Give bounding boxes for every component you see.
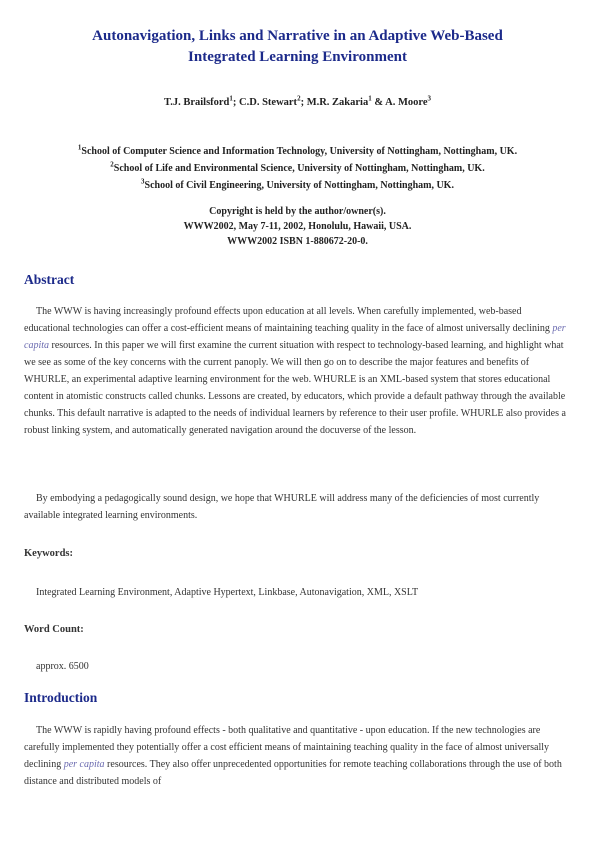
author-separator: ; bbox=[232, 97, 240, 108]
author-2-sup: 2 bbox=[297, 94, 301, 103]
title-line-2: Integrated Learning Environment bbox=[188, 49, 407, 65]
affiliation-1 bbox=[0, 143, 595, 160]
author-1: T.J. Brailsford bbox=[163, 97, 230, 108]
author-1-sup: 1 bbox=[229, 94, 233, 103]
keywords-label: Keywords: bbox=[24, 548, 73, 559]
intro-p1-italic: per capita bbox=[63, 759, 105, 770]
abstract-heading: Abstract bbox=[24, 272, 75, 287]
affiliation-1-text: School of Computer Science and Information Technology, University of Nottingham, Nottingham, UK. bbox=[81, 146, 518, 157]
affiliation-2-text: School of Life and Environmental Science, University of Nottingham, Nottingham, UK. bbox=[113, 163, 485, 174]
affiliation-2-sup: 2 bbox=[110, 160, 114, 169]
abstract-p1-text-b: resources. In this paper we will first examine the current situation with respect to technology-based learning, and highlight what we see as some of the key concerns with the current panoply. We will then go on to describe the major features and benefits of WHURLE, an experimental adaptive learning environment for the web. WHURLE is an XML-based system that stores educational content in atomistic constructs called chunks. Lessons are created, by educators, which provide a default pathway through the available chunks. This default narrative is adapted to the needs of individual learners by reference to their user profile. WHURLE also provides a robust linking system, and automatically generated navigation around the docuverse of the lesson. bbox=[24, 340, 566, 436]
abstract-paragraph-1 bbox=[24, 303, 570, 439]
intro-p1-text-b: resources. They also offer unprecedented opportunities for remote teaching collaborations through the use of both distance and distributed models of bbox=[24, 759, 562, 787]
word-count-label: Word Count: bbox=[24, 624, 84, 635]
title-line-1: Autonavigation, Links and Narrative in an Adaptive Web-Based bbox=[92, 28, 503, 44]
copyright-line-1: Copyright is held by the author/owner(s). bbox=[209, 206, 386, 217]
copyright-line-2: WWW2002, May 7-11, 2002, Honolulu, Hawaii, USA. bbox=[183, 221, 412, 232]
paper-title bbox=[0, 26, 595, 68]
affiliation-3-text: School of Civil Engineering, University of Nottingham, Nottingham, UK. bbox=[144, 180, 454, 191]
affiliation-3 bbox=[0, 177, 595, 194]
intro-p1-text-a: The WWW is rapidly having profound effects - both qualitative and quantitative - upon education. If the new technologies are carefully implemented they potentially offer a cost efficient means of maintaining teaching quality in the face of almost universally declining bbox=[24, 725, 550, 770]
affiliation-3-sup: 3 bbox=[141, 177, 145, 186]
author-3: M.R. Zakaria bbox=[306, 97, 369, 108]
abstract-paragraph-2: By embodying a pedagogically sound design, we hope that WHURLE will address many of the deficiencies of most currently available integrated learning environments. bbox=[24, 493, 540, 521]
author-separator: & bbox=[371, 97, 386, 108]
affiliation-2 bbox=[0, 160, 595, 177]
keywords-text: Integrated Learning Environment, Adaptive Hypertext, Linkbase, Autonavigation, XML, XSLT bbox=[36, 587, 419, 598]
introduction-paragraph-1 bbox=[24, 722, 570, 790]
author-4: A. Moore bbox=[385, 97, 428, 108]
word-count-text: approx. 6500 bbox=[36, 661, 89, 672]
copyright-notice bbox=[0, 204, 595, 249]
abstract-p1-text-a: The WWW is having increasingly profound effects upon education at all levels. When carefully implemented, web-based educational technologies can offer a cost-efficient means of maintaining teaching quality in the face of almost universally declining bbox=[24, 306, 553, 334]
author-list bbox=[0, 94, 595, 108]
abstract-p1-italic: per capita bbox=[24, 323, 566, 351]
introduction-heading: Introduction bbox=[24, 690, 98, 705]
affiliations bbox=[0, 143, 595, 194]
author-4-sup: 3 bbox=[427, 94, 432, 103]
author-3-sup: 1 bbox=[368, 94, 372, 103]
author-separator: ; bbox=[300, 97, 307, 108]
author-2: C.D. Stewart bbox=[239, 97, 298, 108]
copyright-line-3: WWW2002 ISBN 1-880672-20-0. bbox=[227, 236, 368, 247]
affiliation-1-sup: 1 bbox=[77, 143, 82, 152]
